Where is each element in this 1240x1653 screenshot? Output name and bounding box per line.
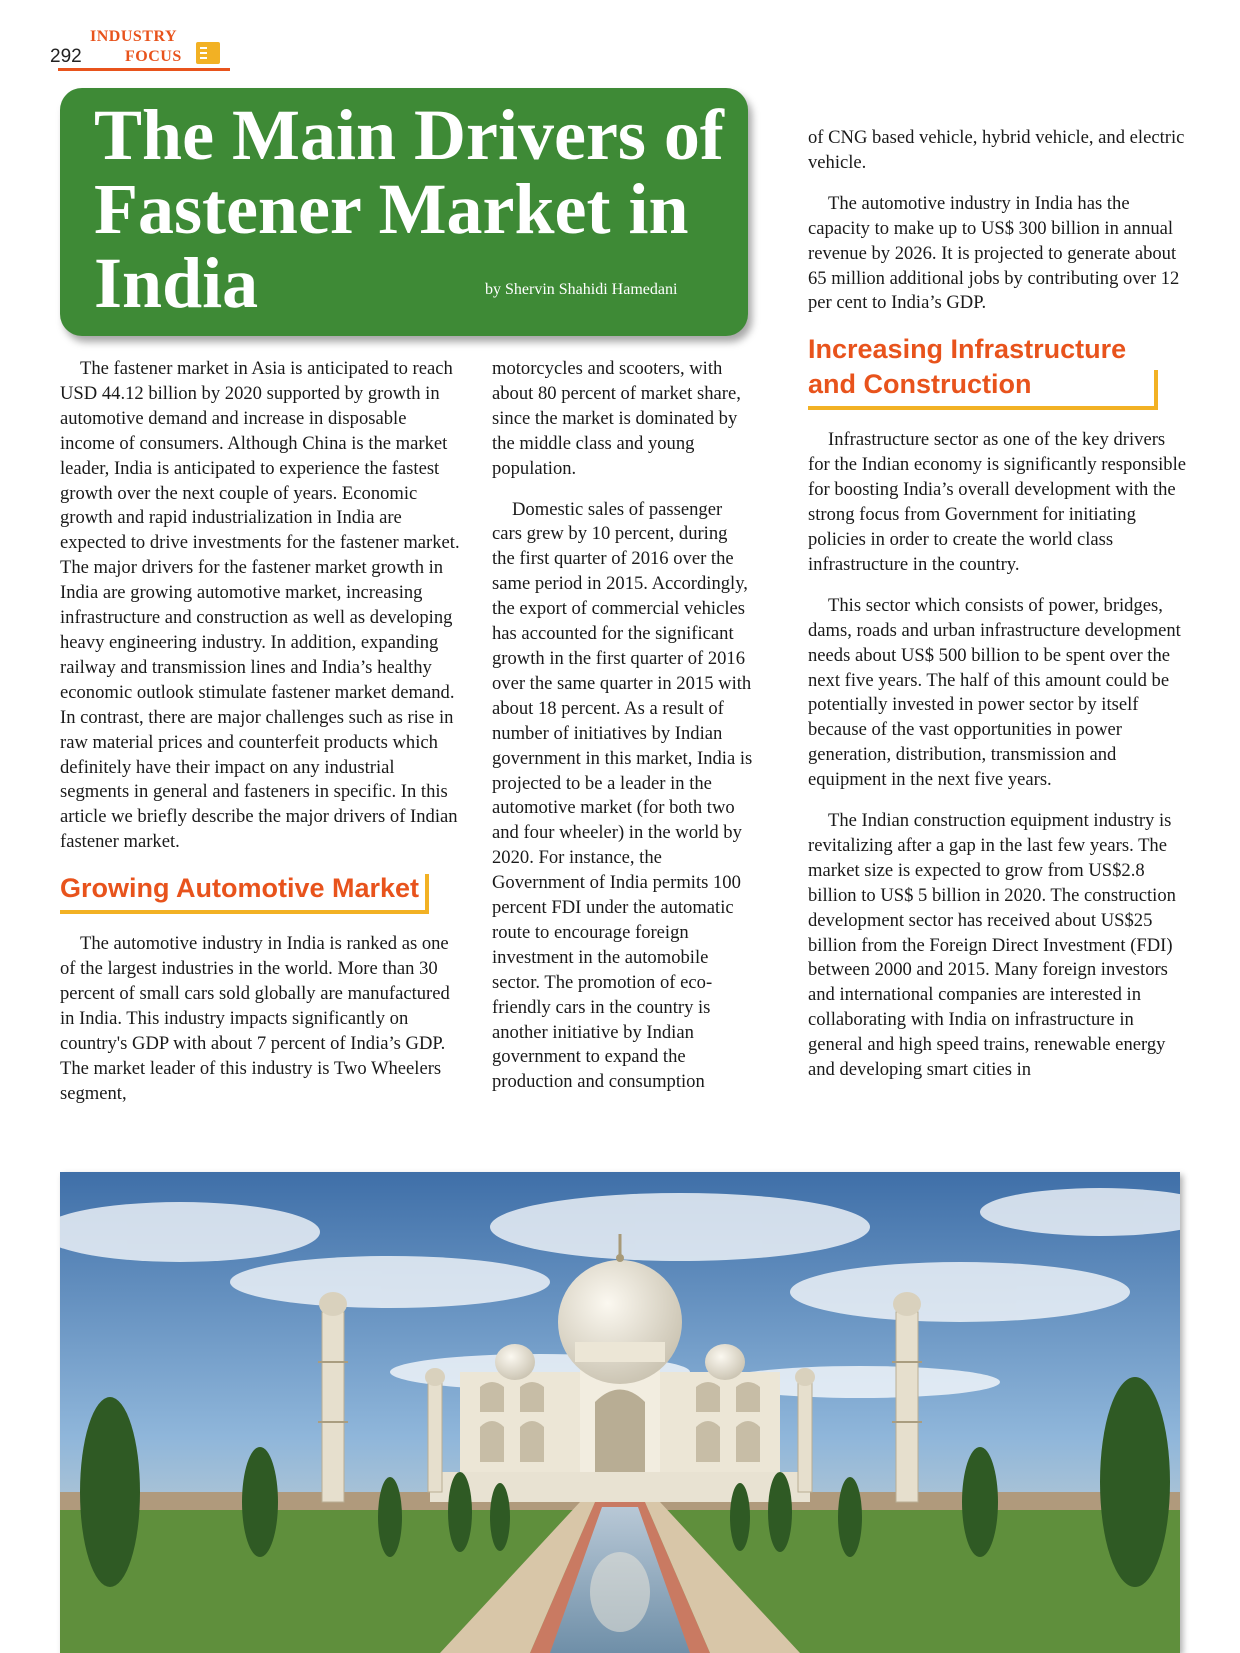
taj-mahal-illustration: [60, 1172, 1180, 1653]
subhead-infrastructure-wrap: [808, 332, 1158, 410]
column3-paragraph-1: of CNG based vehicle, hybrid vehicle, and electric vehicle.: [808, 127, 1185, 173]
article-column-1: [60, 357, 460, 1122]
section-tag-line1: INDUSTRY: [90, 28, 178, 45]
book-icon: [196, 42, 220, 64]
column3-paragraph-4: This sector which consists of power, bridges, dams, roads and urban infrastructure development needs about US$ 500 billion to be spent over the next five years. The half of this amount could be potentially invested in power sector by itself because of the vast opportunities in power generation, distribution, transmission and equipment in the next five years.: [808, 594, 1181, 791]
title-block: [60, 88, 748, 336]
subhead-automotive-wrap: [60, 871, 429, 914]
header-rule: [58, 68, 230, 71]
column3-paragraph-3: Infrastructure sector as one of the key drivers for the Indian economy is significantly responsible for boosting India’s overall development with the strong focus from Government for initiating policies in order to create the world class infrastructure in the country.: [808, 429, 1186, 575]
taj-mahal-photo: [60, 1172, 1180, 1653]
column3-paragraph-2: The automotive industry in India has the capacity to make up to US$ 300 billion in annual revenue by 2026. It is projected to generate about 65 million additional jobs by contributing over 12 per cent to India’s GDP.: [808, 192, 1180, 314]
page-header: [50, 28, 230, 74]
article-byline: by Shervin Shahidi Hamedani: [485, 281, 678, 298]
column2-paragraph-2: Domestic sales of passenger cars grew by 10 percent, during the first quarter of 2016 over the same period in 2015. Accordingly, the export of commercial vehicles has accounted for the significant growth in the first quarter of 2016 over the same quarter in 2015 with about 18 percent. As a result of number of initiatives by Indian government in this market, India is projected to be a leader in the automotive market (for both two and four wheeler) in the world by 2020. For instance, the Government of India permits 100 percent FDI under the automatic route to encourage foreign investment in the automobile sector. The promotion of eco-friendly cars in the country is another initiative by Indian government to expand the production and consumption: [492, 498, 753, 1093]
article-title: The Main Drivers of Fastener Market in India: [94, 95, 724, 323]
intro-paragraph: The fastener market in Asia is anticipated to reach USD 44.12 billion by 2020 supported by growth in automotive demand and increase in disposable income of consumers. Although China is the market leader, India is anticipated to experience the fastest growth over the next couple of years. Economic growth and rapid industrialization in India are expected to drive investments for the fastener market. The major drivers for the fastener market growth in India are growing automotive market, increasing infrastructure and construction as well as developing heavy engineering industry. In addition, expanding railway and transmission lines and India’s healthy economic outlook stimulate fastener market demand. In contrast, there are major challenges such as rise in raw material prices and counterfeit products which definitely have their impact on any industrial segments in general and fasteners in specific. In this article we briefly describe the major drivers of Indian fastener market.: [60, 358, 460, 853]
subhead-automotive: Growing Automotive Market: [60, 873, 420, 904]
column2-paragraph-1: motorcycles and scooters, with about 80 percent of market share, since the market is dominated by the middle class and young population.: [492, 358, 741, 479]
section-tag-line2: FOCUS: [125, 48, 182, 65]
subhead-infrastructure: Increasing Infrastructure and Construction: [808, 334, 1127, 400]
article-column-3: [808, 126, 1188, 1099]
column3-paragraph-5: The Indian construction equipment industry is revitalizing after a gap in the last few years. The market size is expected to grow from US$2.8 billion to US$ 5 billion in 2020. The construction development sector has received about US$25 billion from the Foreign Direct Investment (FDI) between 2000 and 2015. Many foreign investors and international companies are interested in collaborating with India on infrastructure in general and high speed trains, renewable energy and developing smart cities in: [808, 810, 1176, 1081]
automotive-paragraph: The automotive industry in India is ranked as one of the largest industries in the world. More than 30 percent of small cars sold globally are manufactured in India. This industry impacts significantly on country's GDP with about 7 percent of India’s GDP. The market leader of this industry is Two Wheelers segment,: [60, 933, 450, 1104]
article-column-2: [492, 357, 754, 1111]
page-number: 292: [50, 46, 82, 67]
